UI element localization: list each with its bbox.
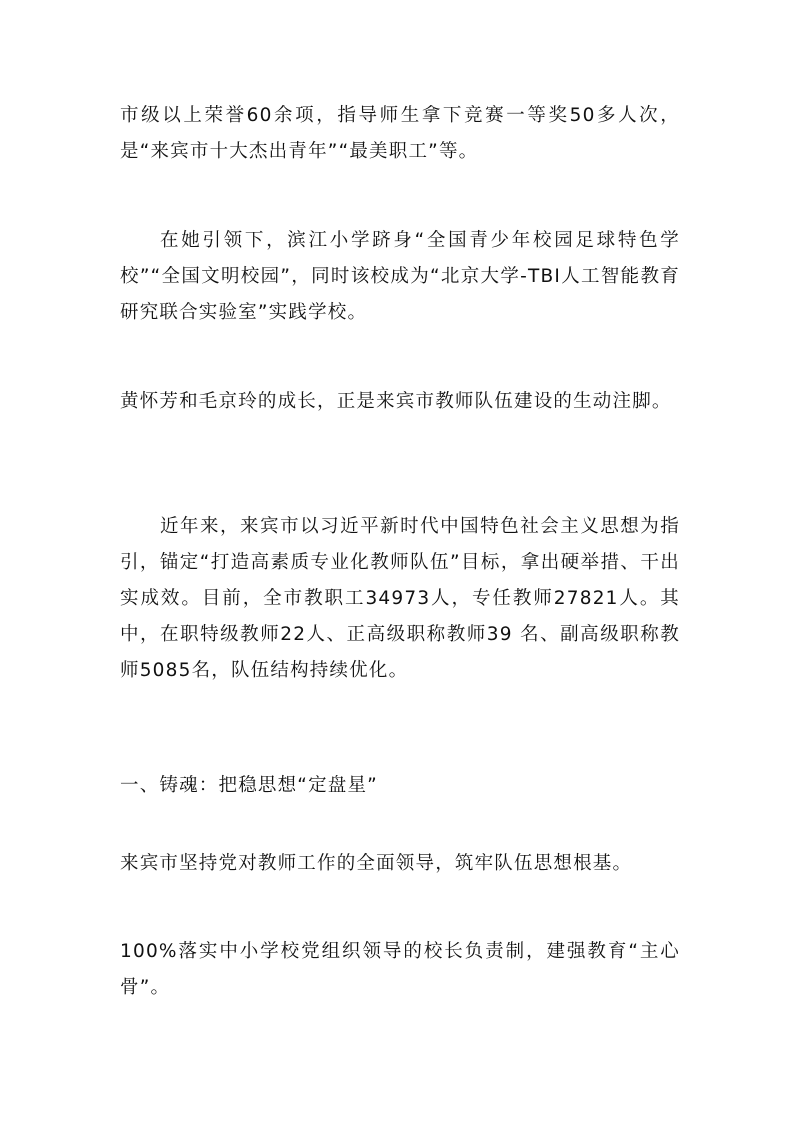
paragraph-honors: 市级以上荣誉60余项，指导师生拿下竞赛一等奖50多人次，是“来宾市十大杰出青年”“最美职工”等。	[120, 105, 680, 162]
paragraph-party-leadership: 来宾市坚持党对教师工作的全面领导，筑牢队伍思想根基。	[120, 853, 633, 874]
paragraph-growth: 黄怀芳和毛京玲的成长，正是来宾市教师队伍建设的生动注脚。	[120, 391, 672, 412]
section-heading-1: 一、铸魂：把稳思想“定盘星”	[120, 775, 378, 796]
paragraph-binjiang-school: 在她引领下，滨江小学跻身“全国青少年校园足球特色学校”“全国文明校园”，同时该校成为“北京大学-TBI人工智能教育研究联合实验室”实践学校。	[120, 230, 680, 323]
paragraph-principal-responsibility: 100%落实中小学校党组织领导的校长负责制，建强教育“主心骨”。	[120, 941, 680, 998]
paragraph-teacher-statistics: 近年来，来宾市以习近平新时代中国特色社会主义思想为指引，锚定“打造高素质专业化教师队伍”目标，拿出硬举措、干出实成效。目前，全市教职工34973人，专任教师27821人。其中，在职特级教师22人、正高级职称教师39 名、副高级职称教师5085名，队伍结构持续优化。	[120, 516, 680, 681]
